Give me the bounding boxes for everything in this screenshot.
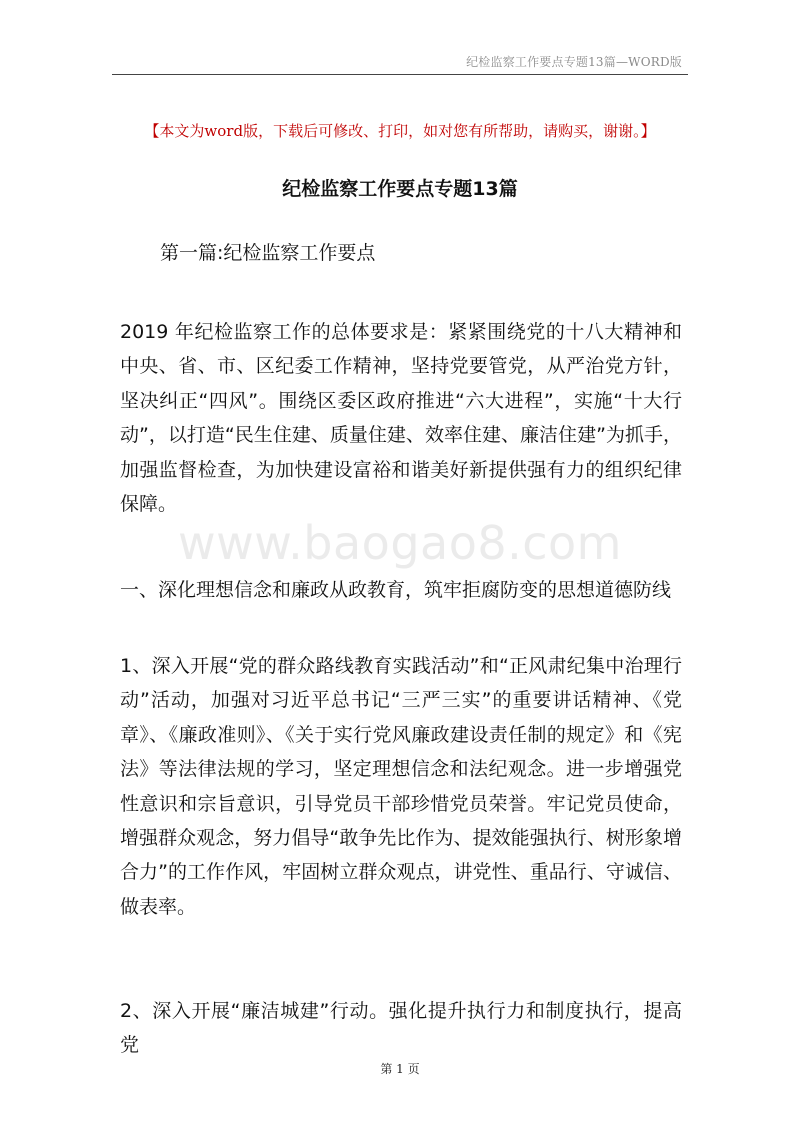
page-number: 第 1 页 [380,1062,420,1076]
section-heading-1: 一、深化理想信念和廉政从政教育，筑牢拒腐防变的思想道德防线 [120,579,672,601]
paragraph-general-requirements: 2019 年纪检监察工作的总体要求是：紧紧围绕党的十八大精神和中央、省、市、区纪委工作精神，坚持党要管党，从严治党方针，坚决纠正“四风”。围绕区委区政府推进“六大进程”，实施“十大行动”，以打造“民生住建、质量住建、效率住建、廉洁住建”为抓手，加强监督检查，为加快建设富裕和谐美好新提供强有力的组织纪律保障。 [120,321,682,516]
watermark: www.baogao8.com [178,516,622,570]
paragraph-item-1: 1、深入开展“党的群众路线教育实践活动”和“正风肃纪集中治理行动”活动，加强对习近平总书记“三严三实”的重要讲话精神、《党章》、《廉政准则》、《关于实行党风廉政建设责任制的规定》和《宪法》等法律法规的学习，坚定理想信念和法纪观念。进一步增强党性意识和宗旨意识，引导党员干部珍惜党员荣誉。牢记党员使命，增强群众观念，努力倡导“敢争先比作为、提效能强执行、树形象增合力”的工作作风，牢固树立群众观点，讲党性、重品行、守诚信、做表率。 [120,655,682,918]
chapter-subtitle: 第一篇:纪检监察工作要点 [160,242,376,264]
header-divider [112,74,688,75]
paragraph-item-2: 2、深入开展“廉洁城建”行动。强化提升执行力和制度执行，提高党 [120,1000,682,1057]
running-header: 纪检监察工作要点专题13篇—WORD版 [466,55,682,69]
document-title: 纪检监察工作要点专题13篇 [282,178,518,200]
purchase-notice: 【本文为word版，下载后可修改、打印，如对您有所帮助，请购买，谢谢。】 [144,122,656,140]
